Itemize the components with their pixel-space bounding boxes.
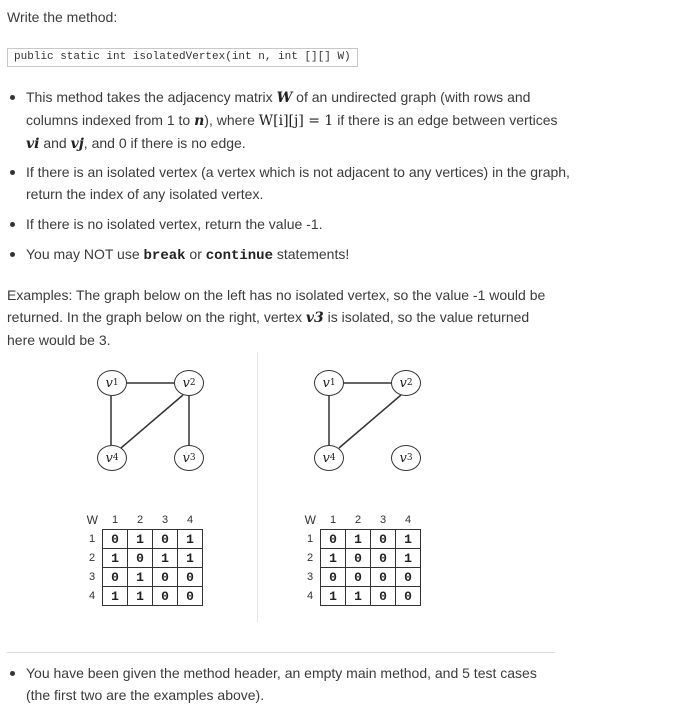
matrix-cell: 0 <box>178 568 203 587</box>
matrix-cell: 0 <box>178 587 203 606</box>
matrix-cell: 1 <box>321 587 346 606</box>
col-header: 3 <box>161 514 169 526</box>
matrix-cell: 1 <box>103 549 128 568</box>
matrix-cell: 1 <box>346 530 371 549</box>
left-node-v3: v 3 <box>174 445 204 471</box>
notes-list <box>0 662 560 706</box>
matrix-cell: 0 <box>371 549 396 568</box>
matrix-cell: 1 <box>396 530 421 549</box>
matrix-cell: 1 <box>396 549 421 568</box>
row-header: 1 <box>306 533 314 545</box>
col-header: 4 <box>404 514 412 526</box>
right-node-v3: v 3 <box>391 445 421 471</box>
row-header: 2 <box>306 552 314 564</box>
bullet-given-code: You have been given the method header, an empty main method, and 5 test cases (the first two are the examples above). <box>0 662 560 706</box>
method-header-code: public static int isolatedVertex(int n, int [][] W) <box>7 48 358 67</box>
right-node-v1: v 1 <box>314 370 344 396</box>
matrix-cell: 0 <box>371 587 396 606</box>
edge-v2-v4 <box>121 395 183 448</box>
bullet-no-break: You may NOT use break or continue statements! <box>0 243 570 267</box>
row-header: 4 <box>306 590 314 602</box>
row-header: 3 <box>88 571 96 583</box>
col-header: 3 <box>379 514 387 526</box>
right-node-v2: v 2 <box>391 370 421 396</box>
left-graph <box>95 368 220 478</box>
column-divider <box>257 352 258 622</box>
row-header: 1 <box>88 533 96 545</box>
matrix-cell: 0 <box>321 530 346 549</box>
matrix-cell: 1 <box>153 549 178 568</box>
matrix-cell: 0 <box>103 568 128 587</box>
col-header: 1 <box>111 514 119 526</box>
matrix-cell: 0 <box>346 549 371 568</box>
col-header: 4 <box>186 514 194 526</box>
bullet-isolated: If there is an isolated vertex (a vertex which is not adjacent to any vertices) in the graph, return the index of any isolated vertex. <box>0 161 570 205</box>
bullet-no-isolated: If there is no isolated vertex, return the value -1. <box>0 213 570 235</box>
row-header: 3 <box>306 571 314 583</box>
table-corner: W <box>304 513 316 528</box>
matrix-cell: 1 <box>128 568 153 587</box>
matrix-cell: 0 <box>321 568 346 587</box>
matrix-cell: 1 <box>103 587 128 606</box>
matrix-cell: 1 <box>128 530 153 549</box>
left-adjacency-table <box>82 511 203 606</box>
matrix-cell: 0 <box>396 568 421 587</box>
right-adjacency-table <box>300 511 421 606</box>
matrix-cell: 0 <box>153 530 178 549</box>
matrix-cell: 0 <box>153 568 178 587</box>
matrix-cell: 0 <box>346 568 371 587</box>
matrix-cell: 1 <box>178 549 203 568</box>
right-graph <box>313 368 438 478</box>
left-node-v2: v 2 <box>174 370 204 396</box>
intro-text: Write the method: <box>7 9 118 25</box>
matrix-cell: 1 <box>346 587 371 606</box>
col-header: 2 <box>354 514 362 526</box>
matrix-cell: 0 <box>371 568 396 587</box>
requirements-list <box>0 86 570 267</box>
section-divider <box>7 652 555 653</box>
edge-v2-v4 <box>339 395 401 448</box>
matrix-cell: 0 <box>371 530 396 549</box>
matrix-cell: 1 <box>128 587 153 606</box>
right-node-v4: v 4 <box>314 445 344 471</box>
examples-paragraph: Examples: The graph below on the left has no isolated vertex, so the value -1 would be returned. In the graph below on the right, vertex v3 is isolated, so the value returned here would be 3. <box>7 287 546 348</box>
matrix-cell: 0 <box>153 587 178 606</box>
left-node-v1: v 1 <box>97 370 127 396</box>
table-corner: W <box>86 513 98 528</box>
matrix-cell: 0 <box>396 587 421 606</box>
bullet-adjacency: This method takes the adjacency matrix W of an undirected graph (with rows and columns indexed from 1 to n), where W[i][j] = 1 if there is an edge between vertices vi and vj, and 0 if there is no edge. <box>0 86 570 155</box>
matrix-cell: 0 <box>128 549 153 568</box>
col-header: 1 <box>329 514 337 526</box>
col-header: 2 <box>136 514 144 526</box>
matrix-cell: 1 <box>321 549 346 568</box>
matrix-cell: 0 <box>103 530 128 549</box>
row-header: 2 <box>88 552 96 564</box>
left-node-v4: v 4 <box>97 445 127 471</box>
row-header: 4 <box>88 590 96 602</box>
matrix-cell: 1 <box>178 530 203 549</box>
